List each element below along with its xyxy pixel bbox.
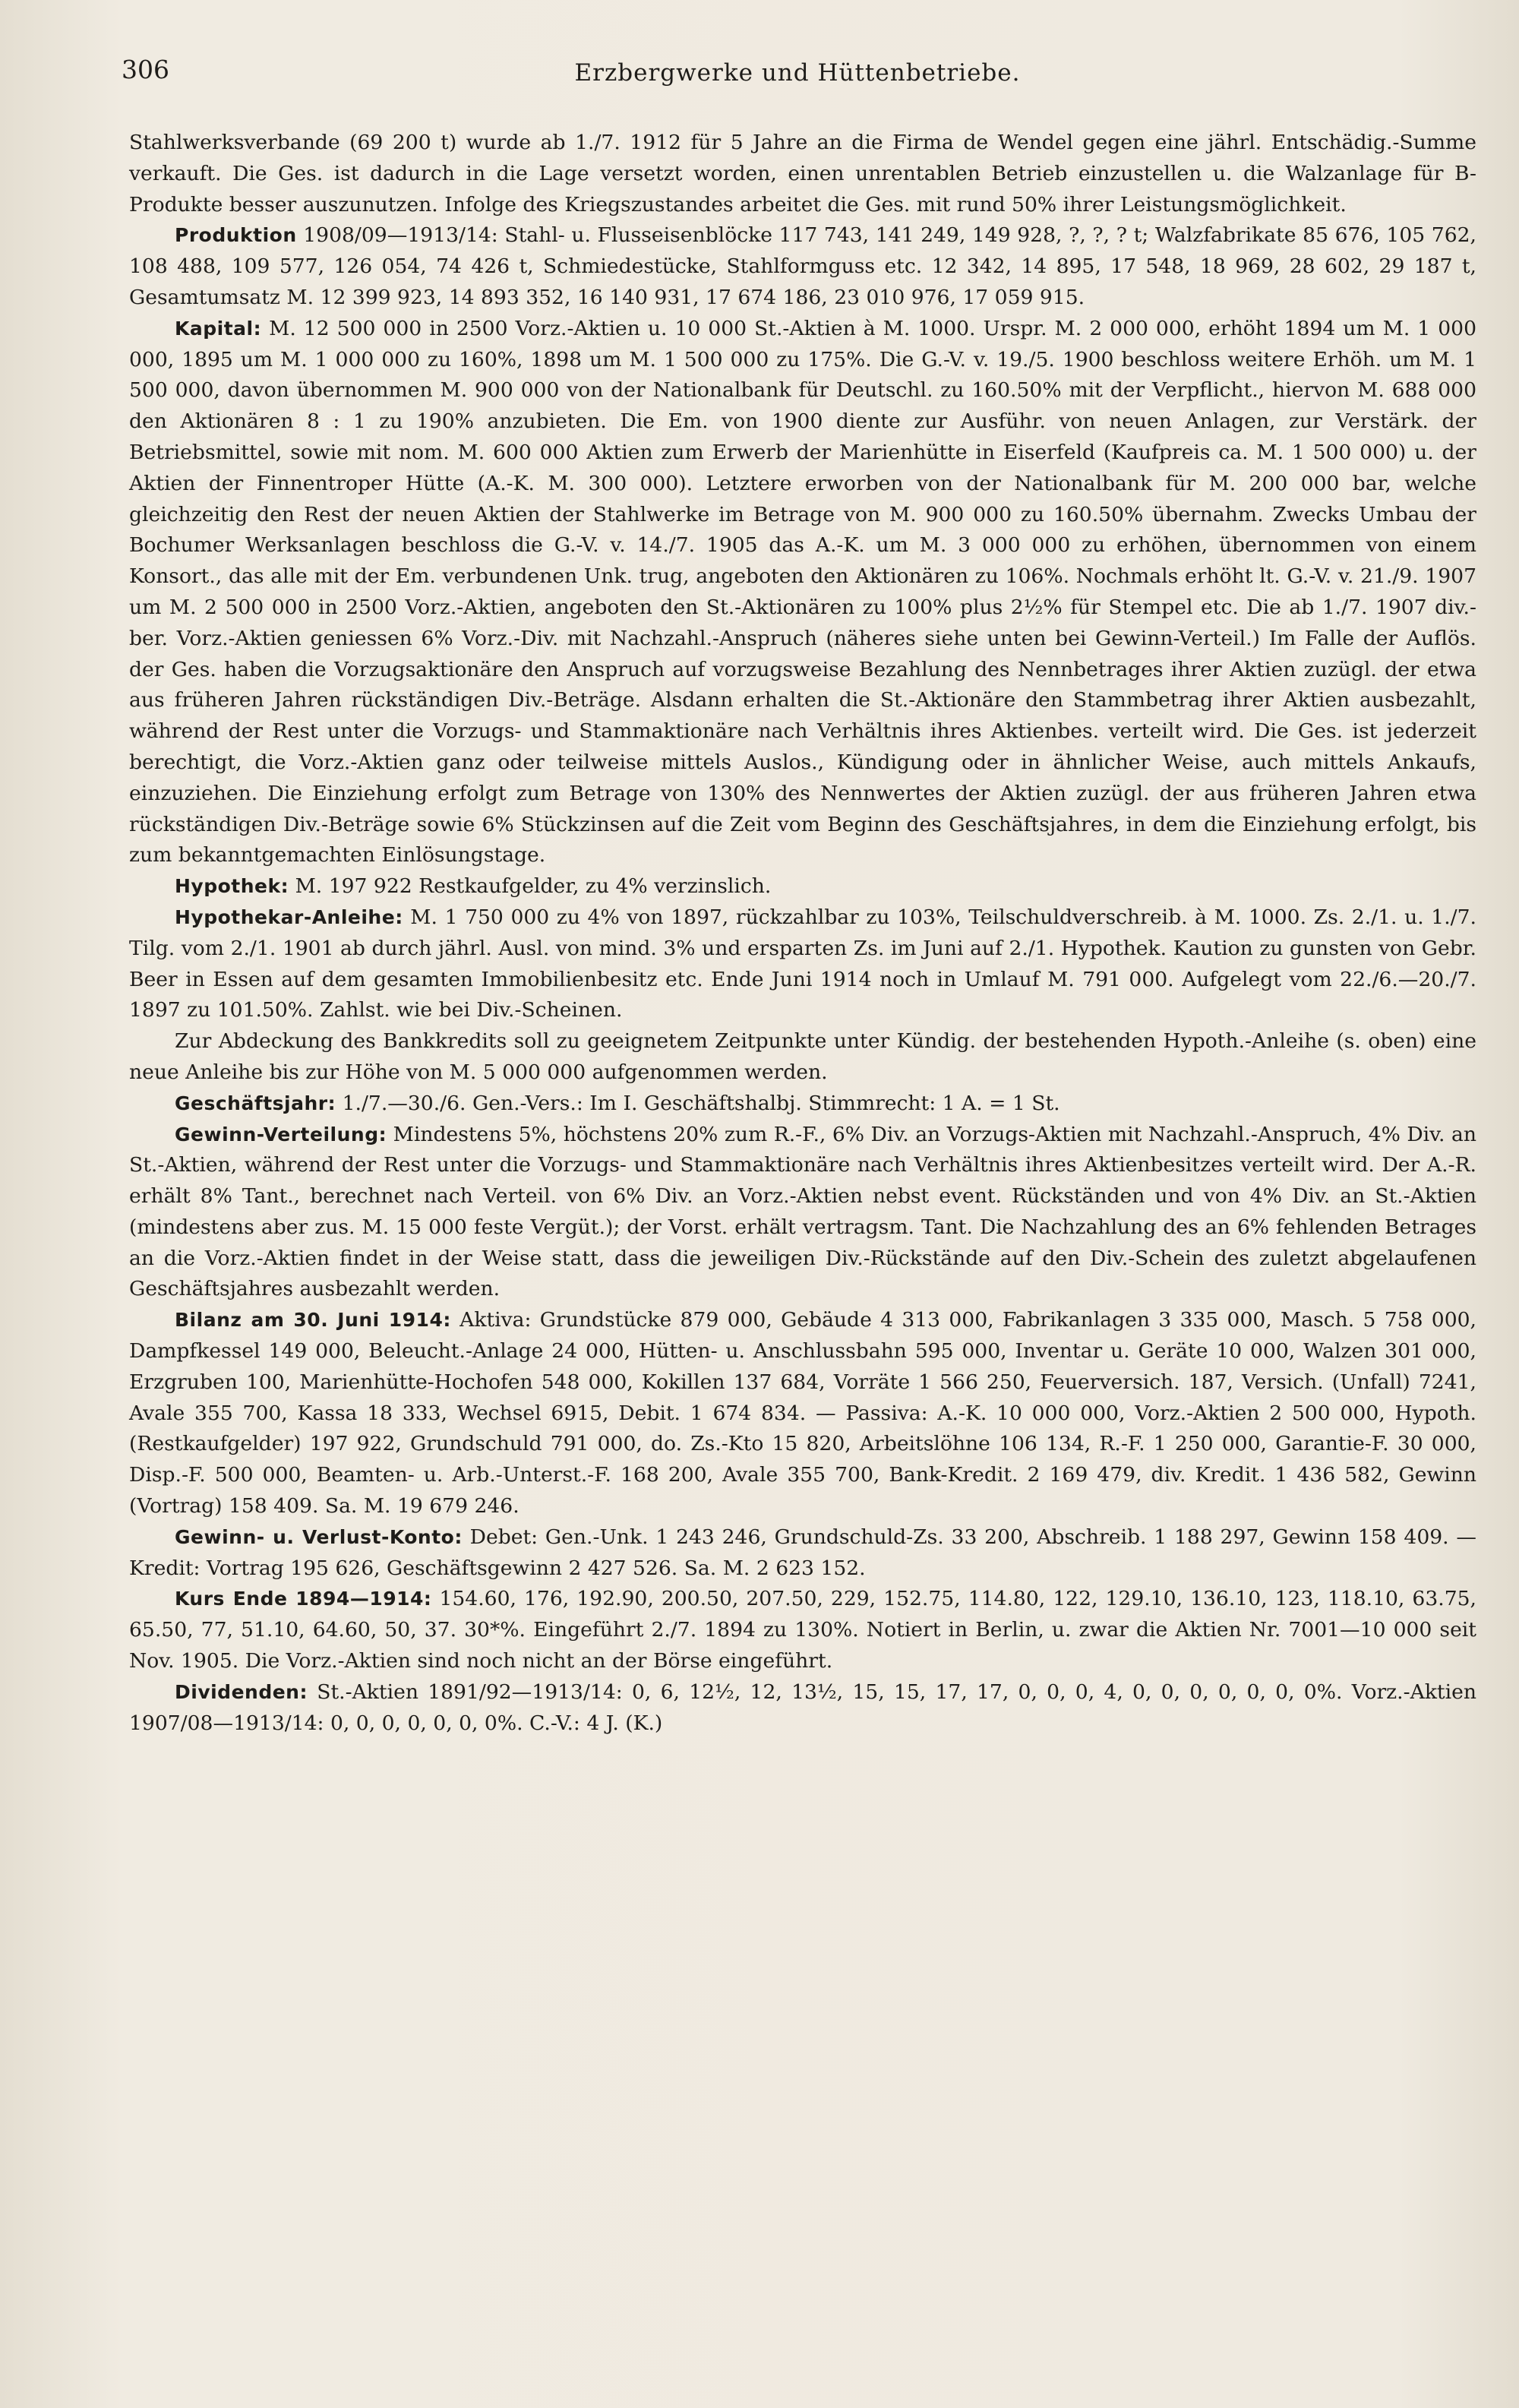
paragraph-dividenden: Dividenden: St.-Aktien 1891/92—1913/14: 0, 6, 12½, 12, 13½, 15, 15, 17, 17, 0, 0, 0, 4, 0, 0, 0, 0, 0, 0, 0%. Vorz.-Aktien 1907/08—1913/14: 0, 0, 0, 0, 0, 0, 0%. C.-V.: 4 J. (K.): [129, 1680, 1476, 1735]
section-label: Produktion: [175, 224, 297, 247]
section-label: Dividenden:: [175, 1680, 308, 1703]
page-number: 306: [122, 55, 169, 84]
body-text: [129, 128, 1476, 1739]
running-title: Erzbergwerke und Hüttenbetriebe.: [574, 59, 1021, 87]
paragraph-hypothek: Hypothek: M. 197 922 Restkaufgelder, zu 4% verzinslich.: [175, 874, 772, 899]
section-label: Kurs Ende 1894—1914:: [175, 1588, 432, 1610]
paragraph-produktion: Produktion 1908/09—1913/14: Stahl- u. Flusseisenblöcke 117 743, 141 249, 149 928, ?, ?, ? t; Walzfabrikate 85 676, 105 762, 108 488, 109 577, 126 054, 74 426 t, Schmiedestücke, Stahlformguss etc. 12 342, 14 895, 17 548, 18 969, 28 602, 29 187 t, Gesamtumsatz M. 12 399 923, 14 893 352, 16 140 931, 17 674 186, 23 010 976, 17 059 915.: [129, 223, 1476, 309]
paragraph-bankkredit: Zur Abdeckung des Bankkredits soll zu geeignetem Zeitpunkte unter Kündig. der bestehenden Hypoth.-Anleihe (s. oben) eine neue Anleihe bis zur Höhe von M. 5 000 000 aufgenommen werden.: [129, 1029, 1476, 1084]
section-label: Hypothek:: [175, 875, 289, 898]
paragraph-kapital: Kapital: M. 12 500 000 in 2500 Vorz.-Aktien u. 10 000 St.-Aktien à M. 1000. Urspr. M. 2 000 000, erhöht 1894 um M. 1 000 000, 1895 um M. 1 000 000 zu 160%, 1898 um M. 1 500 000 zu 175%. Die G.-V. v. 19./5. 1900 beschloss weitere Erhöh. um M. 1 500 000, davon übernommen M. 900 000 von der Nationalbank für Deutschl. zu 160.50% mit der Verpflicht., hiervon M. 688 000 den Aktionären 8 : 1 zu 190% anzubieten. Die Em. von 1900 diente zur Ausführ. von neuen Anlagen, zur Verstärk. der Betriebsmittel, sowie mit nom. M. 600 000 Aktien zum Erwerb der Marienhütte in Eiserfeld (Kaufpreis ca. M. 1 500 000) u. der Aktien der Finnentroper Hütte (A.-K. M. 300 000). Letztere erworben von der Nationalbank für M. 200 000 bar, welche gleichzeitig den Rest der neuen Aktien der Stahlwerke im Betrage von M. 900 000 zu 160.50% übernahm. Zwecks Umbau der Bochumer Werksanlagen beschloss die G.-V. v. 14./7. 1905 das A.-K. um M. 3 000 000 zu erhöhen, übernommen von einem Konsort., das alle mit der Em. verbundenen Unk. trug, angeboten den Aktionären zu 106%. Nochmals erhöht lt. G.-V. v. 21./9. 1907 um M. 2 500 000 in 2500 Vorz.-Aktien, angeboten den St.-Aktionären zu 100% plus 2½% für Stempel etc. Die ab 1./7. 1907 div.-ber. Vorz.-Aktien geniessen 6% Vorz.-Div. mit Nachzahl.-Anspruch (näheres siehe unten bei Gewinn-Verteil.) Im Falle der Auflös. der Ges. haben die Vorzugsaktionäre den Anspruch auf vorzugsweise Bezahlung des Nennbetrages ihrer Aktien zuzügl. der etwa aus früheren Jahren rückständigen Div.-Beträge. Alsdann erhalten die St.-Aktionäre den Stammbetrag ihrer Aktien ausbezahlt, während der Rest unter die Vorzugs- und Stammaktionäre nach Verhältnis ihres Aktienbes. verteilt wird. Die Ges. ist jederzeit berechtigt, die Vorz.-Aktien ganz oder teilweise mittels Auslos., Kündigung oder in ähnlicher Weise, auch mittels Ankaufs, einzuziehen. Die Einziehung erfolgt zum Betrage von 130% des Nennwertes der Aktien zuzügl. der aus früheren Jahren etwa rückständigen Div.-Beträge sowie 6% Stückzinsen auf die Zeit vom Beginn des Geschäftsjahres, in dem die Einziehung erfolgt, bis zum bekanntgemachten Einlösungstage.: [129, 316, 1476, 867]
paragraph-hypothekar-anleihe: Hypothekar-Anleihe: M. 1 750 000 zu 4% von 1897, rückzahlbar zu 103%, Teilschuldverschreib. à M. 1000. Zs. 2./1. u. 1./7. Tilg. vom 2./1. 1901 ab durch jährl. Ausl. von mind. 3% und ersparten Zs. im Juni auf 2./1. Hypothek. Kaution zu gunsten von Gebr. Beer in Essen auf dem gesamten Immobilienbesitz etc. Ende Juni 1914 noch in Umlauf M. 791 000. Aufgelegt vom 22./6.—20./7. 1897 zu 101.50%. Zahlst. wie bei Div.-Scheinen.: [129, 905, 1476, 1022]
page-header: [122, 55, 1473, 100]
paragraph-gewinn-verlust: Gewinn- u. Verlust-Konto: Debet: Gen.-Unk. 1 243 246, Grundschuld-Zs. 33 200, Abschreib. 1 188 297, Gewinn 158 409. — Kredit: Vortrag 195 626, Geschäftsgewinn 2 427 526. Sa. M. 2 623 152.: [129, 1525, 1476, 1580]
paragraph-gewinn-verteilung: Gewinn-Verteilung: Mindestens 5%, höchstens 20% zum R.-F., 6% Div. an Vorzugs-Aktien mit Nachzahl.-Anspruch, 4% Div. an St.-Aktien, während der Rest unter die Vorzugs- und Stammaktionäre nach Verhältnis ihres Aktienbesitzes verteilt wird. Der A.-R. erhält 8% Tant., berechnet nach Verteil. von 6% Div. an Vorz.-Aktien nebst event. Rückständen und von 4% Div. an St.-Aktien (mindestens aber zus. M. 15 000 feste Vergüt.); der Vorst. erhält vertragsm. Tant. Die Nachzahlung des an 6% fehlenden Betrages an die Vorz.-Aktien findet in der Weise statt, dass die jeweiligen Div.-Rückstände auf den Div.-Schein des zuletzt abgelaufenen Geschäftsjahres ausbezahlt werden.: [129, 1122, 1476, 1301]
section-label: Bilanz am 30. Juni 1914:: [175, 1309, 451, 1332]
paragraph: Stahlwerksverbande (69 200 t) wurde ab 1./7. 1912 für 5 Jahre an die Firma de Wendel gegen eine jährl. Entschädig.-Summe verkauft. Die Ges. ist dadurch in die Lage versetzt worden, einen unrentablen Betrieb einzustellen u. die Walzanlage für B-Produkte besser auszunutzen. Infolge des Kriegszustandes arbeitet die Ges. mit rund 50% ihrer Leistungsmöglichkeit.: [129, 131, 1476, 216]
paragraph-kurs: Kurs Ende 1894—1914: 154.60, 176, 192.90, 200.50, 207.50, 229, 152.75, 114.80, 122, 129.10, 136.10, 123, 118.10, 63.75, 65.50, 77, 51.10, 64.60, 50, 37. 30*%. Eingeführt 2./7. 1894 zu 130%. Notiert in Berlin, u. zwar die Aktien Nr. 7001—10 000 seit Nov. 1905. Die Vorz.-Aktien sind noch nicht an der Börse eingeführt.: [129, 1587, 1476, 1673]
section-label: Geschäftsjahr:: [175, 1092, 336, 1114]
section-label: Hypothekar-Anleihe:: [175, 905, 403, 928]
section-label: Gewinn-Verteilung:: [175, 1123, 387, 1146]
paragraph-geschaeftsjahr: Geschäftsjahr: 1./7.—30./6. Gen.-Vers.: Im I. Geschäftshalbj. Stimmrecht: 1 A. = 1 St.: [175, 1091, 1060, 1115]
section-label: Kapital:: [175, 317, 262, 340]
section-label: Gewinn- u. Verlust-Konto:: [175, 1525, 463, 1548]
paragraph-bilanz: Bilanz am 30. Juni 1914: Aktiva: Grundstücke 879 000, Gebäude 4 313 000, Fabrikanlagen 3 335 000, Masch. 5 758 000, Dampfkessel 149 000, Beleucht.-Anlage 24 000, Hütten- u. Anschlussbahn 595 000, Inventar u. Geräte 10 000, Walzen 301 000, Erzgruben 100, Marienhütte-Hochofen 548 000, Kokillen 137 684, Vorräte 1 566 250, Feuerversich. 187, Versich. (Unfall) 7241, Avale 355 700, Kassa 18 333, Wechsel 6915, Debit. 1 674 834. — Passiva: A.-K. 10 000 000, Vorz.-Aktien 2 500 000, Hypoth. (Restkaufgelder) 197 922, Grundschuld 791 000, do. Zs.-Kto 15 820, Arbeitslöhne 106 134, R.-F. 1 250 000, Garantie-F. 30 000, Disp.-F. 500 000, Beamten- u. Arb.-Unterst.-F. 168 200, Avale 355 700, Bank-Kredit. 2 169 479, div. Kredit. 1 436 582, Gewinn (Vortrag) 158 409. Sa. M. 19 679 246.: [129, 1308, 1476, 1518]
